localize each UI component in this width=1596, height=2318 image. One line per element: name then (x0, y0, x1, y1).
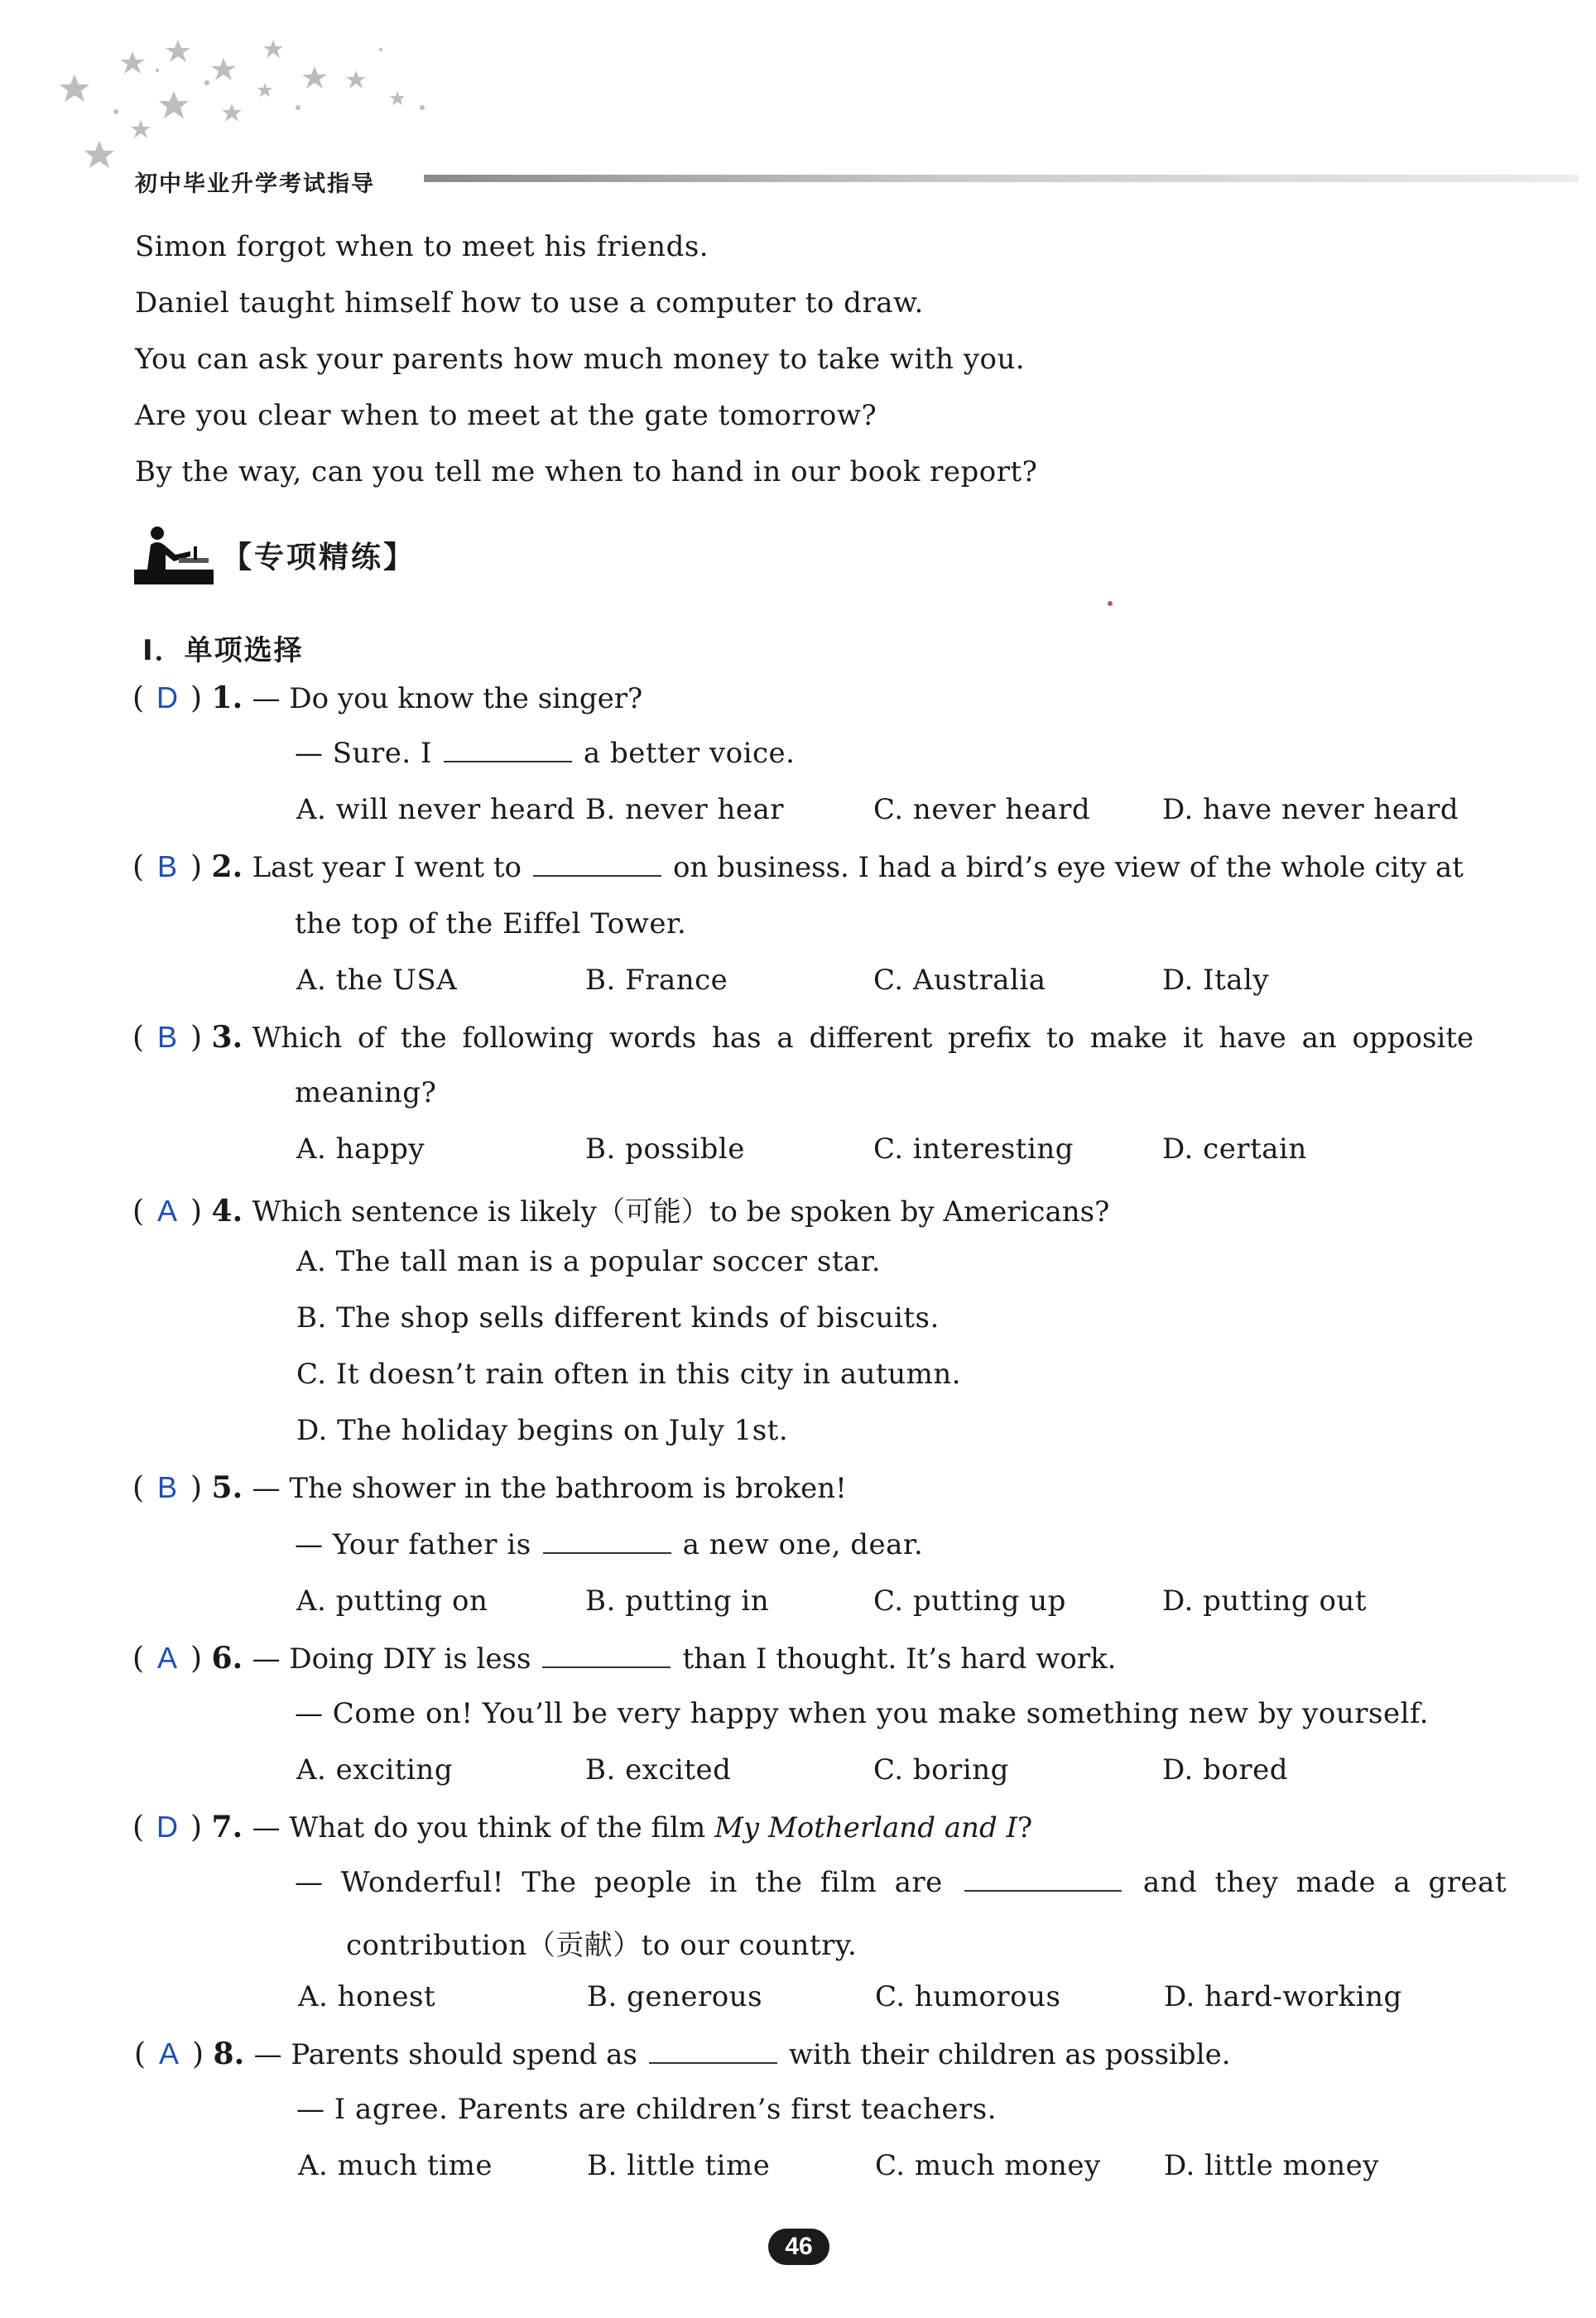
option-d: D. Italy (1162, 964, 1270, 997)
option-d: D. have never heard (1162, 793, 1459, 826)
question-stem: — Parents should spend as (253, 2038, 637, 2071)
question-number: 6. (211, 1641, 243, 1676)
page-number: 46 (768, 2229, 829, 2265)
question-stem: — The shower in the bathroom is broken! (252, 1472, 847, 1505)
option-c: C. boring (873, 1753, 1009, 1787)
option-a: A. will never heard (296, 793, 575, 826)
option-a: A. happy (296, 1133, 425, 1166)
option-b: B. little time (587, 2149, 771, 2182)
question-1-line2 (295, 737, 795, 770)
question-stem: on business. I had a bird’s eye view of the whole city at (672, 851, 1464, 884)
stem-text: a better voice. (583, 737, 796, 770)
question-8: ( A ) 8. — Parents should spend as with their children as possible. (134, 2037, 1231, 2071)
answer-blank (964, 1889, 1122, 1892)
question-7-line3: contribution（贡献）to our country. (346, 1929, 858, 1962)
stem-text: — Your father is (295, 1528, 531, 1561)
option-d: D. bored (1162, 1753, 1289, 1787)
question-5: ( B ) 5. — The shower in the bathroom is broken! (132, 1470, 847, 1505)
option-d: D. little money (1164, 2149, 1379, 2182)
answer-2: B (157, 849, 178, 883)
question-stem: — Do you know the singer? (252, 682, 643, 715)
option-a: A. The tall man is a popular soccer star. (296, 1245, 882, 1278)
option-c: C. humorous (875, 1980, 1061, 2013)
question-stem: — What do you think of the film (252, 1811, 715, 1844)
question-stem: ? (1017, 1811, 1033, 1844)
stray-dot (1108, 601, 1113, 606)
writing-person-icon (132, 522, 215, 588)
option-c: C. It doesn’t rain often in this city in autumn. (296, 1358, 962, 1391)
header-title: 初中毕业升学考试指导 (135, 171, 375, 197)
answer-blank (533, 874, 661, 877)
option-b: B. possible (585, 1133, 745, 1166)
question-6: ( A ) 6. — Doing DIY is less than I thought. It’s hard work. (132, 1641, 1117, 1676)
question-stem: Which of the following words has a different prefix to make it have an opposite (252, 1022, 1474, 1055)
option-a: A. the USA (296, 964, 458, 997)
option-c: C. interesting (873, 1133, 1074, 1166)
option-d: D. The holiday begins on July 1st. (296, 1414, 789, 1447)
question-3: ( B ) 3. Which of the following words has a different prefix to make it have an opposite (132, 1020, 1474, 1055)
option-a: A. much time (298, 2149, 493, 2182)
intro-line: You can ask your parents how much money to take with you. (135, 343, 1026, 376)
intro-line: Daniel taught himself how to use a computer to draw. (135, 286, 924, 320)
answer-5: B (157, 1470, 178, 1504)
stem-text: a new one, dear. (682, 1528, 924, 1561)
question-2-line2: the top of the Eiffel Tower. (295, 907, 687, 940)
option-c: C. putting up (873, 1585, 1066, 1618)
option-b: B. excited (585, 1753, 732, 1787)
answer-1: D (156, 680, 179, 714)
question-number: 7. (211, 1810, 243, 1844)
question-number: 1. (211, 680, 243, 715)
question-number: 3. (211, 1020, 243, 1055)
question-3-line2: meaning? (295, 1076, 437, 1109)
question-8-line2: — I agree. Parents are children’s first teachers. (296, 2093, 997, 2126)
question-stem: than I thought. It’s hard work. (682, 1642, 1117, 1676)
option-d: D. putting out (1162, 1585, 1368, 1618)
question-2: ( B ) 2. Last year I went to on business. I had a bird’s eye view of the whole city at (132, 849, 1464, 884)
stars-decoration-icon (50, 33, 447, 182)
question-stem: — Doing DIY is less (252, 1642, 531, 1676)
question-7-line2 (295, 1866, 1507, 1899)
answer-blank (542, 1666, 671, 1668)
question-stem: with their children as possible. (788, 2038, 1231, 2071)
question-number: 5. (211, 1470, 243, 1505)
answer-blank (543, 1551, 671, 1554)
question-stem: Which sentence is likely（可能）to be spoken by Americans? (252, 1195, 1110, 1229)
question-4: ( A ) 4. Which sentence is likely（可能）to be spoken by Americans? (132, 1194, 1110, 1229)
stem-text: — Wonderful! The people in the film are (295, 1866, 943, 1899)
answer-blank (444, 760, 572, 762)
question-7: ( D ) 7. — What do you think of the film My Motherland and I? (132, 1810, 1033, 1844)
option-b: B. France (585, 964, 728, 997)
question-1: ( D ) 1. — Do you know the singer? (132, 680, 643, 715)
question-5-line2 (295, 1528, 923, 1561)
answer-blank (649, 2061, 777, 2064)
option-b: B. never hear (585, 793, 785, 826)
option-a: A. honest (298, 1980, 436, 2013)
option-a: A. putting on (296, 1585, 488, 1618)
question-stem: Last year I went to (252, 851, 522, 884)
option-c: C. never heard (873, 793, 1091, 826)
option-b: B. generous (587, 1980, 763, 2013)
question-number: 2. (211, 849, 243, 884)
stem-text: — Sure. I (295, 737, 432, 770)
stem-text: and they made a great (1142, 1866, 1507, 1899)
option-b: B. putting in (585, 1585, 770, 1618)
section-label: 【专项精练】 (222, 540, 416, 575)
option-c: C. Australia (873, 964, 1046, 997)
option-a: A. exciting (296, 1753, 454, 1787)
answer-7: D (156, 1810, 179, 1844)
film-title: My Motherland and I (714, 1811, 1017, 1844)
question-number: 4. (211, 1194, 243, 1229)
part-title: I．单项选择 (142, 634, 304, 667)
intro-line: Are you clear when to meet at the gate tomorrow? (135, 399, 877, 432)
answer-6: A (157, 1641, 178, 1675)
answer-4: A (157, 1194, 178, 1228)
question-6-line2: — Come on! You’ll be very happy when you make something new by yourself. (295, 1697, 1430, 1730)
answer-3: B (157, 1020, 178, 1054)
intro-line: Simon forgot when to meet his friends. (135, 230, 709, 263)
answer-8: A (159, 2037, 180, 2070)
header-rule (424, 175, 1579, 182)
option-d: D. certain (1162, 1133, 1307, 1166)
option-b: B. The shop sells different kinds of biscuits. (296, 1301, 940, 1335)
intro-line: By the way, can you tell me when to hand in our book report? (135, 455, 1038, 488)
question-number: 8. (213, 2037, 245, 2071)
option-d: D. hard-working (1164, 1980, 1402, 2013)
section-header (132, 522, 416, 588)
option-c: C. much money (875, 2149, 1101, 2182)
